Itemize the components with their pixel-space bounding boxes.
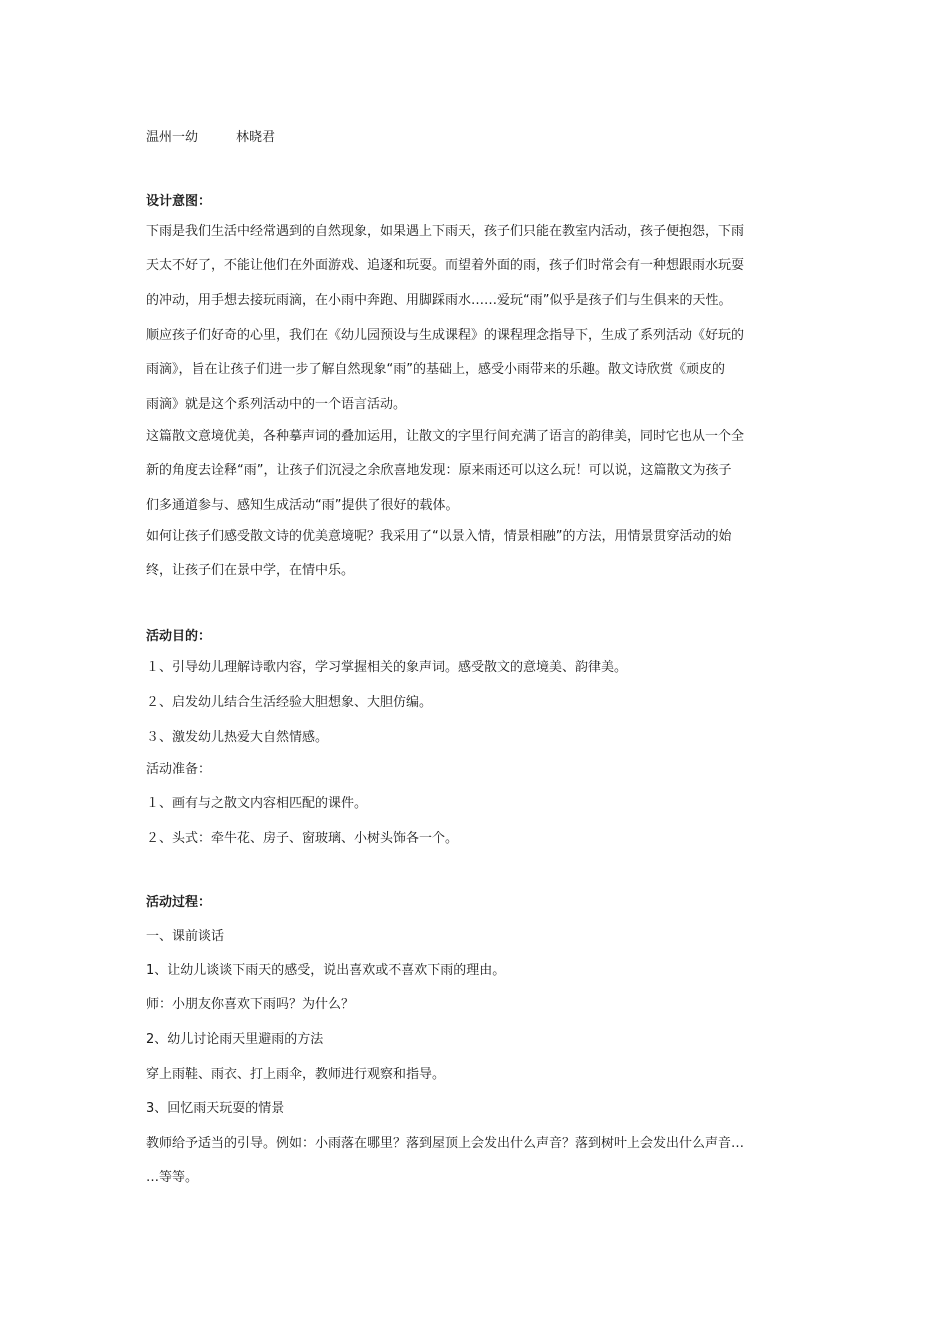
design-line: 顺应孩子们好奇的心里，我们在《幼儿园预设与生成课程》的课程理念指导下，生成了系列活动《好玩的 <box>146 328 745 343</box>
process-line: …等等。 <box>146 1170 199 1185</box>
design-line: 们多通道参与、感知生成活动“雨”提供了很好的载体。 <box>146 498 459 513</box>
design-line: 这篇散文意境优美，各种摹声词的叠加运用，让散文的字里行间充满了语言的韵律美，同时它也从一个全 <box>146 429 745 444</box>
process-line: 师：小朋友你喜欢下雨吗？为什么？ <box>146 997 355 1012</box>
process-line: 1、让幼儿谈谈下雨天的感受，说出喜欢或不喜欢下雨的理由。 <box>146 963 506 978</box>
process-line: 教师给予适当的引导。例如：小雨落在哪里？落到屋顶上会发出什么声音？落到树叶上会发出什么声音… <box>146 1136 745 1151</box>
design-line: 天太不好了，不能让他们在外面游戏、追逐和玩耍。而望着外面的雨，孩子们时常会有一种想跟雨水玩耍 <box>146 258 745 273</box>
prep-item: ２、头式：牵牛花、房子、窗玻璃、小树头饰各一个。 <box>146 831 459 846</box>
goal-item: ２、启发幼儿结合生活经验大胆想象、大胆仿编。 <box>146 695 433 710</box>
design-heading: 设计意图： <box>146 194 212 209</box>
design-line: 新的角度去诠释“雨”，让孩子们沉浸之余欣喜地发现：原来雨还可以这么玩！可以说，这篇散文为孩子 <box>146 463 732 478</box>
process-line: 一、课前谈话 <box>146 929 225 944</box>
process-line: 穿上雨鞋、雨衣、打上雨伞，教师进行观察和指导。 <box>146 1067 446 1082</box>
goal-item: ３、激发幼儿热爱大自然情感。 <box>146 730 329 745</box>
design-line: 雨滴》就是这个系列活动中的一个语言活动。 <box>146 397 407 412</box>
process-line: 2、幼儿讨论雨天里避雨的方法 <box>146 1032 324 1047</box>
header-line <box>146 129 276 147</box>
process-heading: 活动过程： <box>146 895 212 910</box>
process-line: 3、回忆雨天玩耍的情景 <box>146 1101 285 1116</box>
prep-item: １、画有与之散文内容相匹配的课件。 <box>146 796 368 811</box>
author-name: 林晓君 <box>236 130 276 145</box>
school-name: 温州一幼 <box>146 130 199 145</box>
goal-item: １、引导幼儿理解诗歌内容，学习掌握相关的象声词。感受散文的意境美、韵律美。 <box>146 660 628 675</box>
design-line: 如何让孩子们感受散文诗的优美意境呢？我采用了“以景入情，情景相融”的方法，用情景贯穿活动的始 <box>146 529 732 544</box>
prep-heading: 活动准备： <box>146 762 212 777</box>
goals-heading: 活动目的： <box>146 629 212 644</box>
design-line: 雨滴》，旨在让孩子们进一步了解自然现象“雨”的基础上，感受小雨带来的乐趣。散文诗欣赏《顽皮的 <box>146 362 725 377</box>
design-line: 终，让孩子们在景中学，在情中乐。 <box>146 563 355 578</box>
design-line: 的冲动，用手想去接玩雨滴，在小雨中奔跑、用脚踩雨水……爱玩“雨”似乎是孩子们与生俱来的天性。 <box>146 293 732 308</box>
design-line: 下雨是我们生活中经常遇到的自然现象，如果遇上下雨天，孩子们只能在教室内活动，孩子便抱怨，下雨 <box>146 224 745 239</box>
